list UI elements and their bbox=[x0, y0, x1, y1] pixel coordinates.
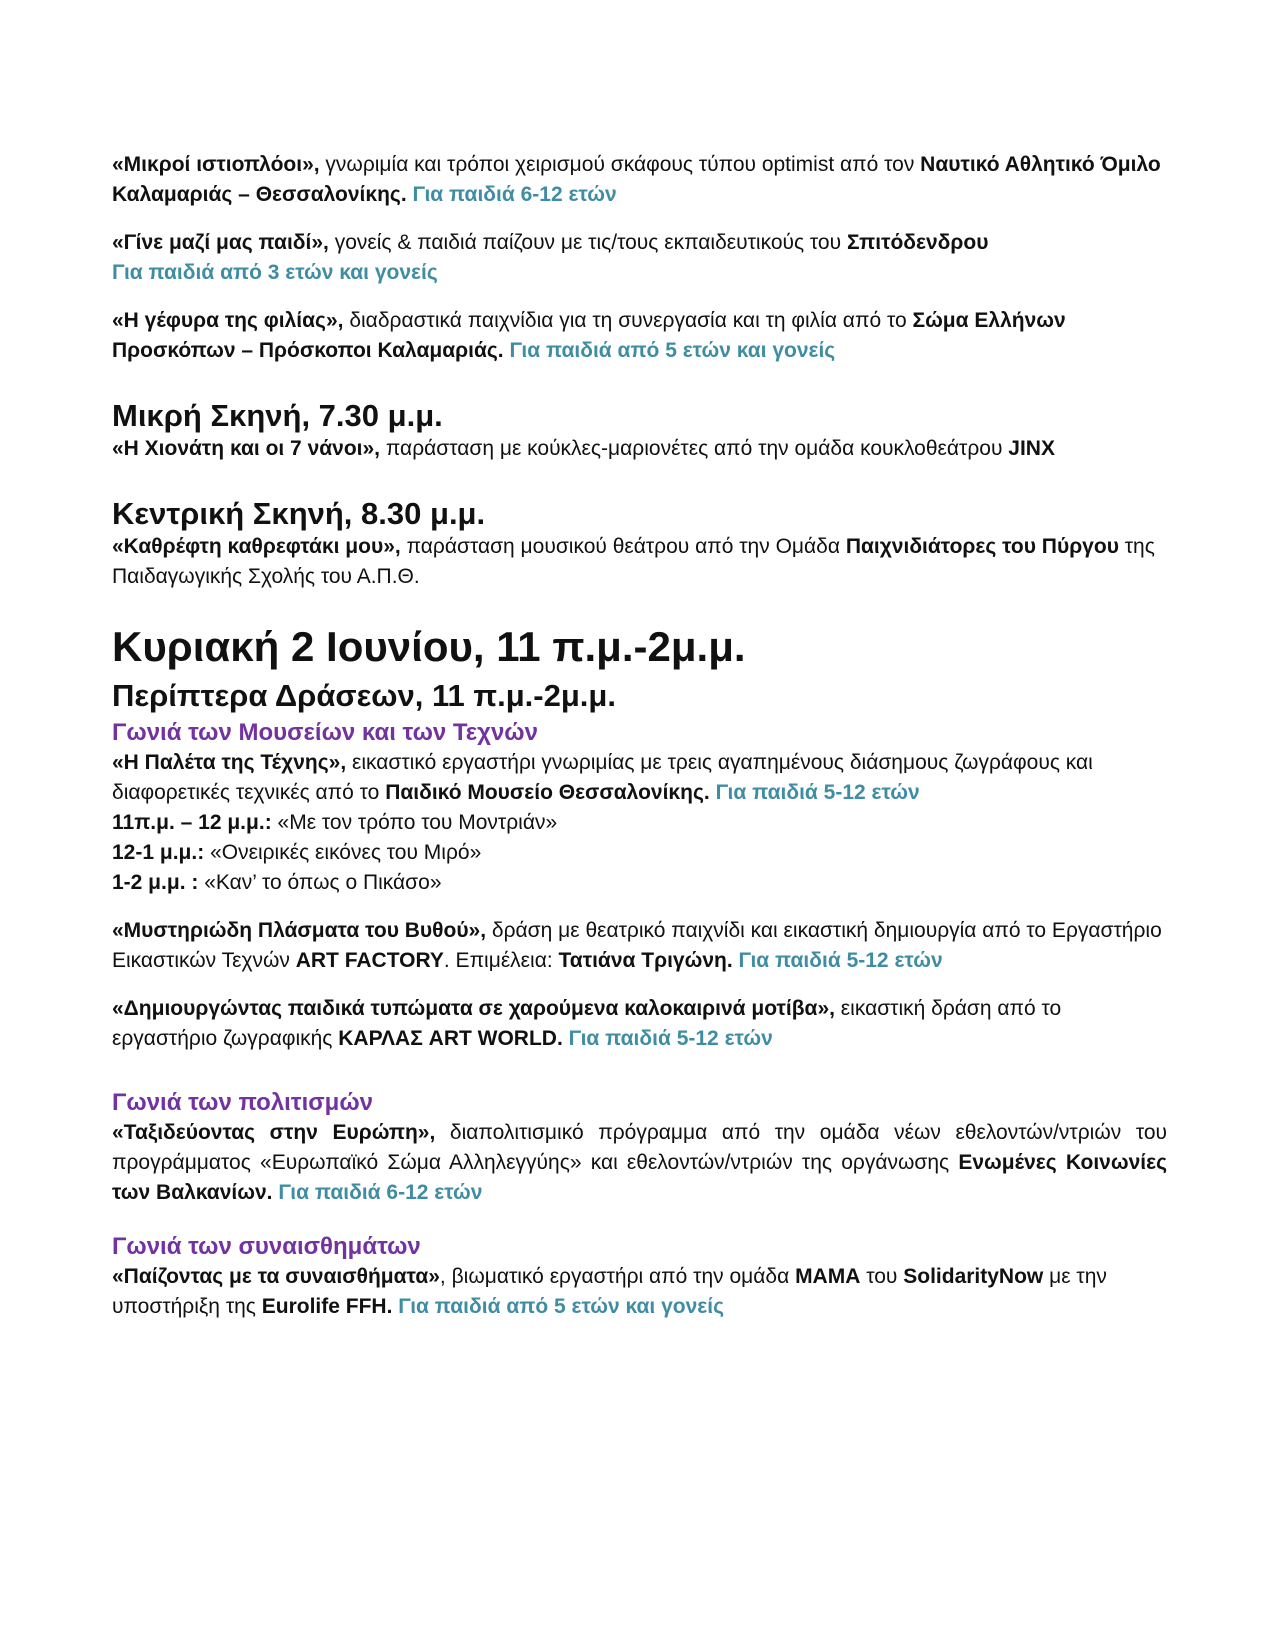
activity-desc: γονείς & παιδιά παίζουν με τις/τους εκπαιδευτικούς του bbox=[328, 231, 847, 254]
heading-cultures-corner: Γωνιά των πολιτισμών bbox=[112, 1089, 373, 1116]
age-label: Για παιδιά από 3 ετών και γονείς bbox=[112, 261, 438, 284]
activity-desc: παράσταση μουσικού θεάτρου από την Ομάδα bbox=[400, 535, 846, 558]
activity-desc: , βιωματικό εργαστήρι από την ομάδα bbox=[439, 1265, 796, 1288]
activity-title: «Μικροί ιστιοπλόοι», bbox=[112, 153, 320, 176]
heading-museums-corner: Γωνιά των Μουσείων και των Τεχνών bbox=[112, 719, 538, 746]
activity-title: «Η Χιονάτη και οι 7 νάνοι», bbox=[112, 437, 381, 460]
organizer: Ναυτικό Αθλητικό Όμιλο Καλαμαριάς – Θεσσαλονίκης. bbox=[112, 153, 1161, 206]
organizer: Σώμα Ελλήνων Προσκόπων – Πρόσκοποι Καλαμαριάς. bbox=[112, 309, 1066, 362]
organizer: ΜΑΜΑ bbox=[795, 1265, 861, 1288]
paragraph-snow-white bbox=[112, 434, 1167, 464]
activity-title: «Γίνε μαζί μας παιδί», bbox=[112, 231, 329, 254]
sponsor: Eurolife FFH. bbox=[261, 1295, 393, 1318]
organizer: Παιδικό Μουσείο Θεσσαλονίκης. bbox=[385, 781, 710, 804]
paragraph-palette bbox=[112, 748, 1167, 808]
schedule-time: 1-2 μ.μ. : bbox=[112, 871, 199, 894]
activity-title: «Καθρέφτη καθρεφτάκι μου», bbox=[112, 535, 401, 558]
heading-main-stage: Κεντρική Σκηνή, 8.30 μ.μ. bbox=[112, 496, 486, 531]
organizer: Σπιτόδενδρου bbox=[846, 231, 989, 254]
paragraph-prints bbox=[112, 994, 1167, 1054]
age-label: Για παιδιά από 5 ετών και γονείς bbox=[503, 339, 836, 362]
paragraph-bridge bbox=[112, 306, 1167, 366]
curation-label: . Επιμέλεια: bbox=[443, 949, 559, 972]
age-label: Για παιδιά 5-12 ετών bbox=[562, 1027, 773, 1050]
organizer: JINX bbox=[1008, 437, 1055, 460]
schedule-time: 12-1 μ.μ.: bbox=[112, 841, 205, 864]
organizer: ART FACTORY bbox=[295, 949, 444, 972]
activity-desc: διαδραστικά παιχνίδια για τη συνεργασία και τη φιλία από το bbox=[343, 309, 913, 332]
schedule-item bbox=[112, 838, 1167, 868]
activity-desc-tail: της Παιδαγωγικής Σχολής του Α.Π.Θ. bbox=[112, 535, 1155, 588]
age-label: Για παιδιά 6-12 ετών bbox=[406, 183, 617, 206]
document-page bbox=[112, 150, 1167, 1322]
activity-title: «Δημιουργώντας παιδικά τυπώματα σε χαρούμενα καλοκαιρινά μοτίβα», bbox=[112, 997, 835, 1020]
connector: του bbox=[860, 1265, 904, 1288]
support-label: με την υποστήριξη της bbox=[112, 1265, 1107, 1318]
age-label: Για παιδιά 5-12 ετών bbox=[732, 949, 943, 972]
activity-title: «Ταξιδεύοντας στην Ευρώπη», bbox=[112, 1121, 436, 1144]
activity-desc: διαπολιτισμικό πρόγραμμα από την ομάδα νέων εθελοντών/ντριών του προγράμματος «Ευρωπαϊκό Σώμα Αλληλεγγύης» και εθελοντών/ντριών της οργάνωσης bbox=[112, 1121, 1167, 1174]
paragraph-join-us bbox=[112, 228, 1167, 288]
schedule-title: «Ονειρικές εικόνες του Μιρό» bbox=[204, 841, 482, 864]
schedule-time: 11π.μ. – 12 μ.μ.: bbox=[112, 811, 272, 834]
age-label: Για παιδιά 6-12 ετών bbox=[272, 1181, 483, 1204]
schedule-item bbox=[112, 868, 1167, 898]
schedule-title: «Καν’ το όπως ο Πικάσο» bbox=[198, 871, 442, 894]
activity-title: «Η γέφυρα της φιλίας», bbox=[112, 309, 344, 332]
activity-title: «Η Παλέτα της Τέχνης», bbox=[112, 751, 347, 774]
paragraph-europe bbox=[112, 1118, 1167, 1208]
paragraph-sailors bbox=[112, 150, 1167, 210]
heading-small-stage: Μικρή Σκηνή, 7.30 μ.μ. bbox=[112, 398, 443, 433]
activity-title: «Μυστηριώδη Πλάσματα του Βυθού», bbox=[112, 919, 487, 942]
heading-day: Κυριακή 2 Ιουνίου, 11 π.μ.-2μ.μ. bbox=[112, 623, 746, 670]
activity-desc: εικαστική δράση από το εργαστήριο ζωγραφικής bbox=[112, 997, 1062, 1050]
schedule-item bbox=[112, 808, 1167, 838]
curator: Τατιάνα Τριγώνη. bbox=[558, 949, 733, 972]
heading-pavilions: Περίπτερα Δράσεων, 11 π.μ.-2μ.μ. bbox=[112, 678, 616, 713]
paragraph-deep-sea bbox=[112, 916, 1167, 976]
activity-desc: δράση με θεατρικό παιχνίδι και εικαστική δημιουργία από το Εργαστήριο Εικαστικών Τεχνών bbox=[112, 919, 1162, 972]
organizer: Παιχνιδιάτορες του Πύργου bbox=[845, 535, 1119, 558]
activity-desc: εικαστικό εργαστήρι γνωριμίας με τρεις αγαπημένους διάσημους ζωγράφους και διαφορετικές τεχνικές από το bbox=[112, 751, 1093, 804]
age-label: Για παιδιά 5-12 ετών bbox=[709, 781, 920, 804]
age-label: Για παιδιά από 5 ετών και γονείς bbox=[392, 1295, 725, 1318]
paragraph-mirror bbox=[112, 532, 1167, 592]
paragraph-emotions bbox=[112, 1262, 1167, 1322]
activity-desc: παράσταση με κούκλες-μαριονέτες από την ομάδα κουκλοθεάτρου bbox=[380, 437, 1009, 460]
organizer: ΚΑΡΛΑΣ ART WORLD. bbox=[338, 1027, 563, 1050]
heading-emotions-corner: Γωνιά των συναισθημάτων bbox=[112, 1233, 421, 1260]
activity-desc: γνωριμία και τρόποι χειρισμού σκάφους τύπου optimist από τον bbox=[319, 153, 921, 176]
schedule-title: «Με τον τρόπο του Μοντριάν» bbox=[271, 811, 558, 834]
activity-title: «Παίζοντας με τα συναισθήματα» bbox=[112, 1265, 440, 1288]
organizer: SolidarityNow bbox=[903, 1265, 1044, 1288]
organizer: Ενωμένες Κοινωνίες των Βαλκανίων. bbox=[112, 1151, 1167, 1204]
